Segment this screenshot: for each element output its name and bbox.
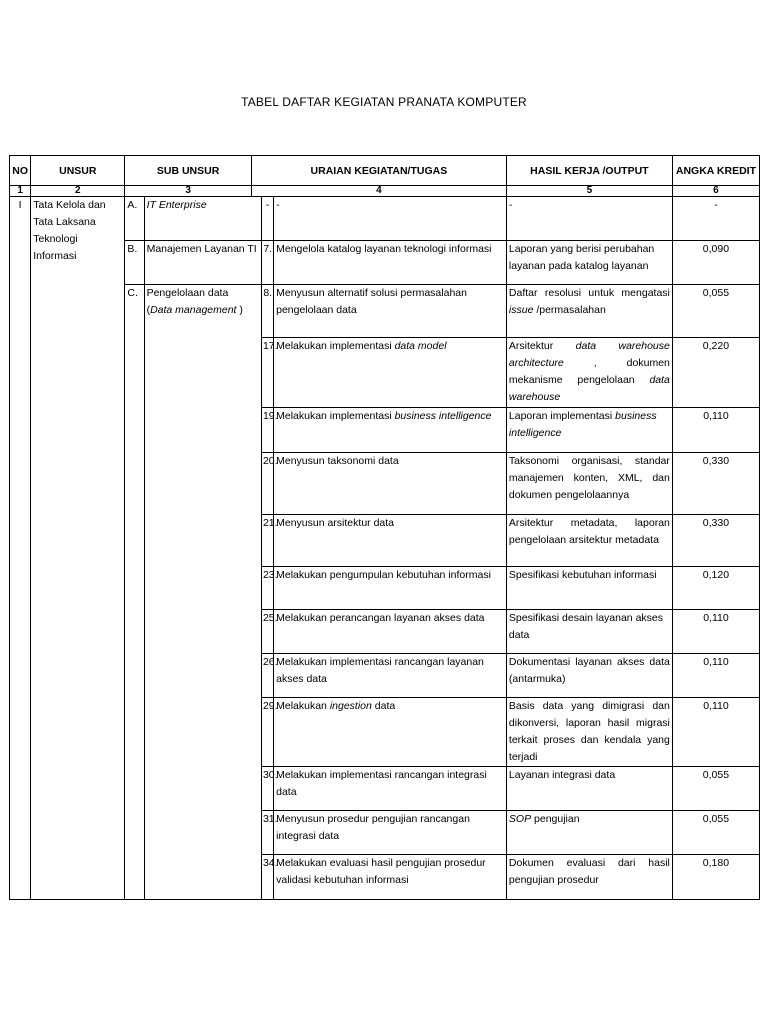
activity-output: SOP pengujian — [506, 811, 672, 855]
activity-description: Menyusun prosedur pengujian rancangan integrasi data — [274, 811, 507, 855]
header-sub-unsur: SUB UNSUR — [125, 156, 252, 186]
activity-number: 26. — [261, 654, 273, 698]
activity-description: Menyusun alternatif solusi permasalahan pengelolaan data — [274, 285, 507, 338]
sub-unsur-label-italic: Data management — [150, 304, 237, 316]
sub-unsur-letter: C. — [125, 285, 144, 900]
activity-description: Menyusun taksonomi data — [274, 453, 507, 515]
activity-description: Melakukan implementasi business intelligence — [274, 408, 507, 453]
activity-number: 7. — [261, 241, 273, 285]
credit-value: 0,120 — [672, 567, 759, 610]
column-number: 2 — [31, 186, 125, 197]
activity-output: - — [506, 197, 672, 241]
credit-value: 0,090 — [672, 241, 759, 285]
credit-value: 0,110 — [672, 698, 759, 767]
activity-output: Laporan yang berisi perubahan layanan pada katalog layanan — [506, 241, 672, 285]
activity-output: Spesifikasi kebutuhan informasi — [506, 567, 672, 610]
header-uraian: URAIAN KEGIATAN/TUGAS — [251, 156, 506, 186]
column-number: 1 — [10, 186, 31, 197]
column-number-row — [10, 186, 760, 197]
activity-table — [9, 155, 760, 900]
table-row — [10, 197, 760, 241]
credit-value: 0,330 — [672, 515, 759, 567]
document-title: TABEL DAFTAR KEGIATAN PRANATA KOMPUTER — [241, 95, 527, 109]
activity-description: - — [274, 197, 507, 241]
activity-number: 29. — [261, 698, 273, 767]
credit-value: 0,110 — [672, 654, 759, 698]
sub-unsur-label-text: IT Enterprise — [146, 199, 207, 211]
activity-output: Spesifikasi desain layanan akses data — [506, 610, 672, 654]
column-number: 5 — [506, 186, 672, 197]
credit-value: 0,180 — [672, 855, 759, 900]
header-row — [10, 156, 760, 186]
activity-output: Arsitektur data warehouse architecture , dokumen mekanisme pengelolaan data warehouse — [506, 338, 672, 408]
activity-description: Melakukan ingestion data — [274, 698, 507, 767]
header-unsur: UNSUR — [31, 156, 125, 186]
activity-output: Basis data yang dimigrasi dan dikonversi, laporan hasil migrasi terkait proses dan kendala yang terjadi — [506, 698, 672, 767]
activity-number: - — [261, 197, 273, 241]
credit-value: 0,110 — [672, 610, 759, 654]
activity-number: 31. — [261, 811, 273, 855]
header-angka-kredit: ANGKA KREDIT — [672, 156, 759, 186]
activity-description: Melakukan implementasi rancangan layanan akses data — [274, 654, 507, 698]
activity-number: 30. — [261, 767, 273, 811]
credit-value: 0,055 — [672, 285, 759, 338]
credit-value: - — [672, 197, 759, 241]
unsur-label: Tata Kelola dan Tata Laksana Teknologi Informasi — [31, 197, 125, 900]
sub-unsur-letter: A. — [125, 197, 144, 241]
credit-value: 0,110 — [672, 408, 759, 453]
activity-description: Melakukan evaluasi hasil pengujian prosedur validasi kebutuhan informasi — [274, 855, 507, 900]
activity-number: 34. — [261, 855, 273, 900]
activity-description: Mengelola katalog layanan teknologi informasi — [274, 241, 507, 285]
activity-output: Laporan implementasi business intelligence — [506, 408, 672, 453]
activity-description: Menyusun arsitektur data — [274, 515, 507, 567]
activity-number: 21. — [261, 515, 273, 567]
activity-description: Melakukan implementasi rancangan integrasi data — [274, 767, 507, 811]
credit-value: 0,330 — [672, 453, 759, 515]
activity-output: Arsitektur metadata, laporan pengelolaan arsitektur metadata — [506, 515, 672, 567]
activity-output: Layanan integrasi data — [506, 767, 672, 811]
activity-output: Daftar resolusi untuk mengatasi issue /permasalahan — [506, 285, 672, 338]
sub-unsur-label: Manajemen Layanan TI — [144, 241, 261, 285]
column-number: 4 — [251, 186, 506, 197]
activity-number: 8. — [261, 285, 273, 338]
activity-output: Taksonomi organisasi, standar manajemen konten, XML, dan dokumen pengelolaannya — [506, 453, 672, 515]
activity-description: Melakukan perancangan layanan akses data — [274, 610, 507, 654]
sub-unsur-spacer — [251, 285, 261, 900]
activity-description: Melakukan implementasi data model — [274, 338, 507, 408]
sub-unsur-letter: B. — [125, 241, 144, 285]
sub-unsur-label — [144, 197, 261, 241]
activity-number: 19. — [261, 408, 273, 453]
activity-number: 17. — [261, 338, 273, 408]
credit-value: 0,220 — [672, 338, 759, 408]
activity-output: Dokumentasi layanan akses data (antarmuka) — [506, 654, 672, 698]
header-no: NO — [10, 156, 31, 186]
credit-value: 0,055 — [672, 767, 759, 811]
credit-value: 0,055 — [672, 811, 759, 855]
header-hasil: HASIL KERJA /OUTPUT — [506, 156, 672, 186]
activity-output: Dokumen evaluasi dari hasil pengujian prosedur — [506, 855, 672, 900]
unsur-number: I — [10, 197, 31, 900]
activity-number: 25. — [261, 610, 273, 654]
activity-number: 20. — [261, 453, 273, 515]
column-number: 6 — [672, 186, 759, 197]
column-number: 3 — [125, 186, 252, 197]
activity-number: 23. — [261, 567, 273, 610]
sub-unsur-label: Pengelolaan data (Data management ) — [144, 285, 251, 900]
activity-description: Melakukan pengumpulan kebutuhan informasi — [274, 567, 507, 610]
